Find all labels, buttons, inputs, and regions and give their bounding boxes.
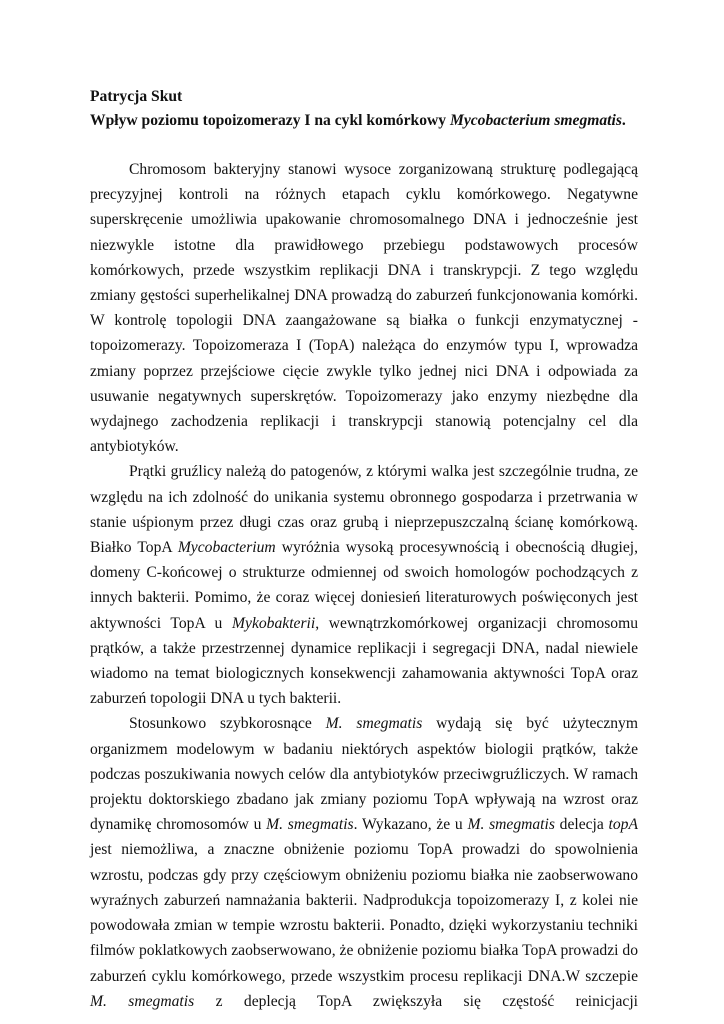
- paragraph-2: [90, 459, 638, 711]
- italic-term: M. smegmatis: [467, 816, 555, 834]
- paragraph-1: [90, 157, 638, 459]
- italic-term: M. smegmatis: [266, 816, 354, 834]
- text-segment: Prątki gruźlicy należą do patogenów, z którymi walka jest szczególnie trudna, ze względu na ich zdolność do unikania systemu obronnego gospodarza i przetrwania w stanie uśpionym przez długi czas oraz grubą i nieprzepuszczalną ścianę komórkową. Białko TopA: [90, 463, 638, 557]
- italic-term: topA: [608, 816, 638, 834]
- author-name: Patrycja Skut: [90, 88, 183, 105]
- italic-term: M. smegmatis: [90, 992, 195, 1010]
- italic-term: M. smegmatis: [325, 715, 423, 733]
- text-segment: , wewnątrzkomórkowej organizacji chromosomu prątków, a także przestrzennej dynamice replikacji i segregacji DNA, nadal niewiele wiadomo na temat biologicznych konsekwencji zahamowania aktywności TopA oraz zaburzeń topologii DNA u tych bakterii.: [90, 614, 638, 708]
- italic-term: Mycobacterium: [177, 539, 276, 557]
- text-segment: . Wykazano, że u: [353, 816, 468, 834]
- paragraph-3: [90, 711, 638, 1013]
- text-segment: z deplecją TopA zwiększyła się częstość reinicjacji: [194, 992, 638, 1010]
- text-segment: delecja: [554, 816, 609, 834]
- italic-term: Mykobakterii: [232, 614, 316, 632]
- text-segment: Chromosom bakteryjny stanowi wysoce zorganizowaną strukturę podlegającą precyzyjnej kontroli na różnych etapach cyklu komórkowego. Negatywne superskręcenie umożliwia upakowanie chromosomalnego DNA i jednocześnie jest niezwykle istotne dla prawidłowego przebiegu podstawowych procesów komórkowych, przede wszystkim replikacji DNA i transkrypcji. Z tego względu zmiany gęstości superhelikalnej DNA prowadzą do zaburzeń funkcjonowania komórki. W kontrolę topologii DNA zaangażowane są białka o funkcji enzymatycznej - topoizomerazy. Topoizomeraza I (TopA) należąca do enzymów typu I, wprowadza zmiany poprzez przejściowe cięcie zwykle tylko jednej nici DNA i odpowiada za usuwanie negatywnych superskrętów. Topoizomerazy jako enzymy niezbędne dla wydajnego zachodzenia replikacji i transkrypcji stanowią potencjalny cel dla antybiotyków.: [90, 161, 638, 456]
- text-segment: jest niemożliwa, a znaczne obniżenie poziomu TopA prowadzi do spowolnienia wzrostu, podczas gdy przy częściowym obniżeniu poziomu białka nie zaobserwowano wyraźnych zaburzeń namnażania bakterii. Nadprodukcja topoizomerazy I, z kolei nie powodowała zmian w tempie wzrostu bakterii. Ponadto, dzięki wykorzystaniu techniki filmów poklatkowych zaobserwowano, że obniżenie poziomu białka TopA prowadzi do zaburzeń cyklu komórkowego, przede wszystkim procesu replikacji DNA.W szczepie: [90, 841, 638, 985]
- title-suffix: .: [621, 112, 626, 129]
- text-segment: wyróżnia wysoką procesywnością i obecnością długiej, domeny C-końcowej o strukturze odmiennej od swoich homologów pochodzących z innych bakterii. Pomimo, że coraz więcej doniesień literaturowych poświęconych jest aktywności TopA u: [90, 539, 638, 632]
- document-title: [90, 109, 638, 133]
- document-page: [90, 85, 638, 1014]
- text-segment: Stosunkowo szybkorosnące: [129, 715, 326, 733]
- title-prefix: Wpływ poziomu topoizomerazy I na cykl komórkowy: [90, 112, 450, 129]
- title-species: Mycobacterium smegmatis: [449, 112, 622, 129]
- text-segment: wydają się być użytecznym organizmem modelowym w badaniu niektórych aspektów biologii prątków, także podczas poszukiwania nowych celów dla antybiotyków przeciwgruźliczych. W ramach projektu doktorskiego zbadano jak zmiany poziomu TopA wpływają na wzrost oraz dynamikę chromosomów u: [90, 715, 638, 834]
